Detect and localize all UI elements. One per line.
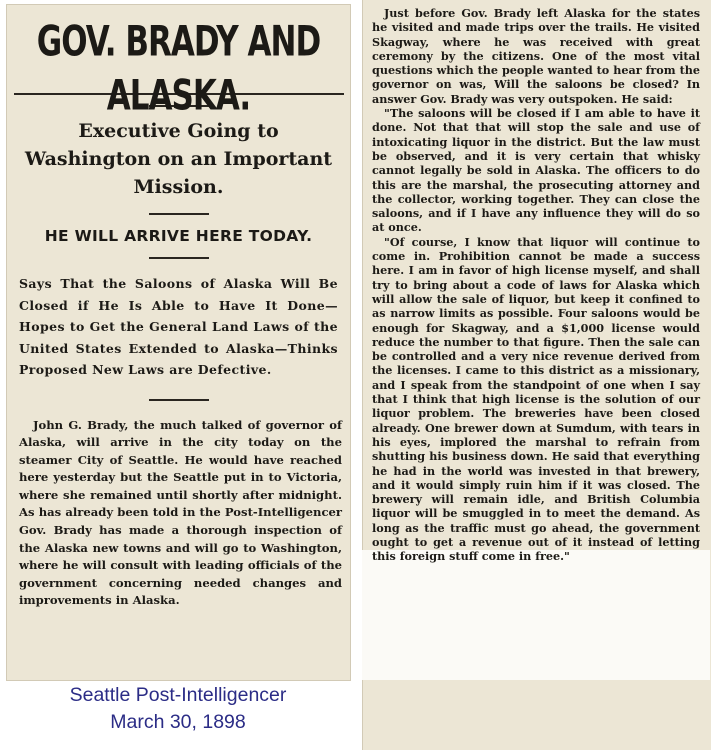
- masthead: GOV. BRADY AND ALASKA.: [36, 17, 321, 121]
- highlight-patch: [362, 550, 710, 680]
- bold-deck: HE WILL ARRIVE HERE TODAY.: [44, 227, 313, 245]
- caption-date: March 30, 1898: [110, 711, 246, 733]
- caption-publication: Seattle Post-Intelligencer: [69, 684, 287, 706]
- masthead-wrap: [7, 15, 350, 121]
- left-column: [6, 4, 351, 681]
- right-paragraph-2: "The saloons will be closed if I am able to have it done. Not that that will stop the sale and use of intoxicating liquor in the district. But the law must be observed, and it is very certain that whisky cannot legally be sold in Alaska. The officers to do this are the marshal, the prosecuting attorney and the collector, working together. They can close the saloons, and if I have any influence they will do so at once.: [372, 106, 700, 235]
- left-body-text: John G. Brady, the much talked of governor of Alaska, will arrive in the city today on the steamer City of Seattle. He would have reached here yesterday but the Seattle put in to Victoria, where she remained until shortly after midnight. As has already been told in the Post-Intelligencer Gov. Brady has made a thorough inspection of the Alaska new towns and will go to Washington, where he will consult with leading officials of the government concerning needed changes and improvements in Alaska.: [19, 417, 342, 608]
- summary-deck: Says That the Saloons of Alaska Will Be Closed if He Is Able to Have It Done—Hopes to Get the General Land Laws of the United States Extended to Alaska—Thinks Proposed New Laws are Defective.: [19, 276, 338, 377]
- right-body: [372, 6, 700, 564]
- right-paragraph-1: Just before Gov. Brady left Alaska for the states he visited and made trips over the trails. He visited Skagway, where he was received with great ceremony by the citizens. One of the most vital questions which the people wanted to hear from the governor on was, Will the saloons be closed? In answer Gov. Brady was very outspoken. He said:: [372, 6, 700, 106]
- divider-short: [149, 213, 209, 215]
- right-paragraph-3: "Of course, I know that liquor will continue to come in. Prohibition cannot be made a success here. I am in favor of high license myself, and shall try to bring about a code of laws for Alaska which will allow the sale of liquor, but keep it confined to as narrow limits as possible. Four saloons would be enough for Skagway, and a $1,000 license would reduce the number to that figure. Then the sale can be controlled and a very nice revenue derived from the licenses. I came to this district as a missionary, and I speak from the standpoint of one when I say that I think that high license is the solution of our liquor problem. The breweries have been closed already. One brewer down at Sumdum, with tears in his eyes, implored the marshal to refrain from shutting his business down. He said that everything he had in the world was invested in that brewery, and it would simply ruin him if it was closed. The brewery will remain idle, and British Columbia liquor will be smuggled in to meet the demand. As long as the traffic must go ahead, the government ought to get a revenue out of it instead of letting this foreign stuff come in free.": [372, 234, 700, 564]
- divider-short: [149, 399, 209, 401]
- divider-short: [149, 257, 209, 259]
- subhead: Executive Going to Washington on an Important Mission.: [24, 120, 333, 198]
- caption: [0, 682, 356, 736]
